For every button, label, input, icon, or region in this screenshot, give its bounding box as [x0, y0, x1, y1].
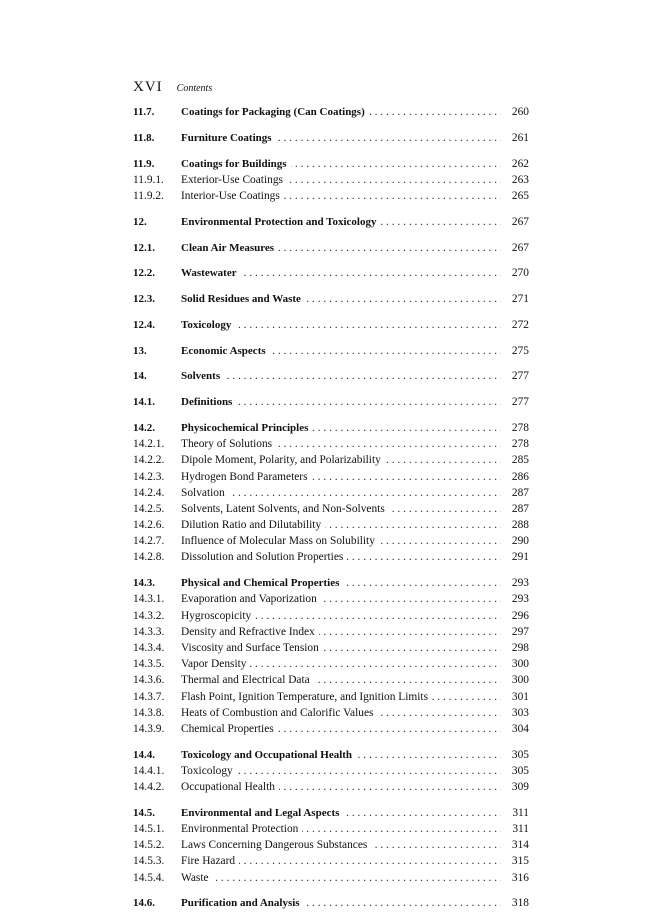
section-title — [181, 575, 501, 591]
section-title-text: Clean Air Measures — [181, 242, 278, 254]
page-reference: 304 — [511, 722, 529, 735]
page-reference: 260 — [511, 106, 529, 118]
section-number: 11.9. — [133, 157, 155, 170]
toc-entry — [133, 420, 529, 436]
section-title — [181, 485, 501, 501]
page-reference: 271 — [511, 293, 529, 306]
section-number: 14.5.3. — [133, 855, 165, 868]
section-title-text: Purification and Analysis — [181, 897, 304, 909]
toc-entry — [133, 853, 529, 869]
toc-entry — [133, 394, 529, 410]
page-reference: 277 — [511, 370, 529, 383]
section-title — [181, 240, 501, 256]
section-title — [181, 469, 501, 485]
section-number: 14.2.6. — [133, 519, 165, 532]
toc-entry — [133, 821, 529, 837]
page-reference: 263 — [511, 173, 529, 186]
section-title — [181, 291, 501, 307]
section-title — [181, 779, 501, 795]
toc-entry — [133, 188, 529, 204]
page-reference: 314 — [511, 839, 529, 852]
page-number: XVI — [133, 79, 163, 95]
section-title — [181, 689, 501, 705]
section-number: 14.5.4. — [133, 871, 165, 884]
section-title — [181, 672, 501, 688]
section-title-text: Toxicology and Occupational Health — [181, 749, 356, 761]
section-title-text: Density and Refractive Index — [181, 626, 319, 638]
section-title-text: Hygroscopicity — [181, 610, 255, 622]
section-title-text: Wastewater — [181, 267, 241, 279]
section-title-text: Dipole Moment, Polarity, and Polarizability — [181, 454, 385, 466]
table-of-contents — [133, 104, 529, 912]
section-number: 11.9.2. — [133, 189, 164, 202]
section-title-text: Occupational Health — [181, 781, 279, 793]
section-title — [181, 214, 501, 230]
page-reference: 305 — [511, 748, 529, 761]
section-title-text: Furniture Coatings — [181, 132, 276, 144]
section-title-text: Theory of Solutions — [181, 438, 276, 450]
page-reference: 298 — [511, 642, 529, 654]
section-title-text: Physicochemical Principles — [181, 422, 312, 434]
section-title — [181, 265, 501, 281]
section-title-text: Waste — [181, 872, 213, 884]
section-title — [181, 705, 501, 721]
toc-entry — [133, 747, 529, 763]
page-reference: 300 — [511, 674, 529, 687]
toc-entry — [133, 517, 529, 533]
page-reference: 288 — [511, 519, 529, 532]
page-reference: 265 — [511, 189, 529, 202]
section-title — [181, 501, 501, 517]
section-number: 14.4.2. — [133, 781, 165, 794]
page-reference: 315 — [511, 855, 529, 868]
toc-entry — [133, 656, 529, 672]
page-reference: 278 — [511, 438, 529, 451]
section-title — [181, 394, 501, 410]
section-title-text: Chemical Properties — [181, 723, 278, 735]
page-reference: 293 — [511, 593, 529, 606]
toc-entry — [133, 172, 529, 188]
toc-entry — [133, 240, 529, 256]
page-reference: 301 — [511, 690, 529, 703]
section-number: 14.3.6. — [133, 674, 165, 687]
section-number: 14.5.1. — [133, 823, 165, 836]
section-title — [181, 533, 501, 549]
section-title — [181, 104, 501, 120]
section-number: 12.3. — [133, 293, 155, 306]
section-number: 14.5.2. — [133, 839, 165, 852]
section-number: 14.2.3. — [133, 470, 165, 483]
toc-entry — [133, 763, 529, 779]
section-title — [181, 549, 501, 565]
section-title — [181, 805, 501, 821]
page-reference: 287 — [511, 502, 529, 515]
toc-entry — [133, 343, 529, 359]
toc-entry — [133, 870, 529, 886]
section-number: 14.2.1. — [133, 438, 165, 451]
toc-entry — [133, 805, 529, 821]
section-title-text: Physical and Chemical Properties — [181, 577, 343, 589]
page-reference: 267 — [511, 215, 529, 228]
page-reference: 267 — [511, 241, 529, 254]
page-reference: 296 — [511, 609, 529, 622]
section-title-text: Toxicology — [181, 765, 237, 777]
section-title-text: Definitions — [181, 396, 236, 408]
page-reference: 286 — [511, 470, 529, 483]
section-title — [181, 721, 501, 737]
toc-entry — [133, 533, 529, 549]
page-reference: 272 — [511, 318, 529, 331]
toc-entry — [133, 214, 529, 230]
section-number: 14.4.1. — [133, 764, 165, 777]
section-number: 11.9.1. — [133, 173, 164, 186]
section-number: 14.1. — [133, 396, 155, 409]
section-number: 14.3.1. — [133, 593, 165, 606]
section-number: 14.2.7. — [133, 535, 165, 548]
section-title-text: Solvents — [181, 370, 224, 382]
section-title-text: Solid Residues and Waste — [181, 293, 305, 305]
page-reference: 311 — [512, 823, 529, 836]
section-number: 14.3.3. — [133, 625, 165, 638]
section-title — [181, 763, 501, 779]
page-reference: 303 — [511, 706, 529, 719]
section-title-text: Economic Aspects — [181, 345, 270, 357]
page-reference: 285 — [511, 454, 529, 467]
section-title-text: Laws Concerning Dangerous Substances — [181, 839, 371, 851]
section-number: 12.4. — [133, 318, 155, 331]
section-number: 14.3.4. — [133, 642, 165, 654]
page-reference: 318 — [511, 897, 529, 910]
page-reference: 287 — [511, 486, 529, 499]
section-number: 14.2.2. — [133, 454, 165, 467]
toc-entry — [133, 549, 529, 565]
section-title-text: Hydrogen Bond Parameters — [181, 471, 312, 483]
toc-entry — [133, 501, 529, 517]
section-title-text: Solvation — [181, 487, 229, 499]
running-title: Contents — [176, 83, 213, 94]
section-number: 14.2. — [133, 421, 155, 434]
section-title-text: Dissolution and Solution Properties — [181, 551, 347, 563]
page-reference: 277 — [511, 396, 529, 409]
page-reference: 278 — [511, 421, 529, 434]
page-reference: 262 — [511, 157, 529, 170]
page-reference: 270 — [511, 267, 529, 280]
section-title — [181, 821, 501, 837]
section-title — [181, 452, 501, 468]
page-reference: 305 — [511, 764, 529, 777]
toc-entry — [133, 672, 529, 688]
section-title-text: Coatings for Buildings — [181, 158, 291, 170]
section-title — [181, 156, 501, 172]
toc-entry — [133, 689, 529, 705]
toc-entry — [133, 485, 529, 501]
section-title — [181, 640, 501, 656]
toc-entry — [133, 469, 529, 485]
section-number: 14.3.5. — [133, 658, 165, 671]
toc-entry — [133, 130, 529, 146]
section-title-text: Influence of Molecular Mass on Solubility — [181, 535, 379, 547]
section-title — [181, 853, 501, 869]
toc-entry — [133, 779, 529, 795]
section-title — [181, 343, 501, 359]
page-reference: 316 — [511, 871, 529, 884]
section-number: 14.5. — [133, 806, 155, 819]
toc-entry — [133, 452, 529, 468]
section-title — [181, 870, 501, 886]
toc-entry — [133, 368, 529, 384]
page-reference: 297 — [511, 625, 529, 638]
section-number: 12.1. — [133, 241, 155, 254]
toc-entry — [133, 291, 529, 307]
section-title-text: Fire Hazard — [181, 855, 239, 867]
section-number: 14.2.4. — [133, 486, 165, 499]
section-title-text: Evaporation and Vaporization — [181, 593, 321, 605]
section-number: 14.3.7. — [133, 690, 165, 703]
toc-entry — [133, 575, 529, 591]
section-title — [181, 895, 501, 911]
toc-entry — [133, 591, 529, 607]
section-number: 14. — [133, 370, 147, 383]
toc-entry — [133, 104, 529, 120]
section-title — [181, 517, 501, 533]
section-title-text: Coatings for Packaging (Can Coatings) — [181, 106, 369, 118]
toc-entry — [133, 265, 529, 281]
section-number: 14.3.2. — [133, 609, 165, 622]
section-number: 14.2.5. — [133, 502, 165, 515]
section-title — [181, 130, 501, 146]
toc-entry — [133, 721, 529, 737]
toc-entry — [133, 317, 529, 333]
section-title-text: Dilution Ratio and Dilutability — [181, 519, 325, 531]
section-number: 14.2.8. — [133, 551, 165, 564]
section-title-text: Thermal and Electrical Data — [181, 674, 314, 686]
page-reference: 300 — [511, 658, 529, 671]
section-title-text: Environmental Protection — [181, 823, 302, 835]
toc-entry — [133, 624, 529, 640]
page-reference: 311 — [512, 806, 529, 819]
section-title — [181, 436, 501, 452]
toc-entry — [133, 895, 529, 911]
section-number: 14.6. — [133, 897, 155, 910]
page-reference: 309 — [511, 781, 529, 794]
toc-entry — [133, 436, 529, 452]
section-title — [181, 624, 501, 640]
section-title — [181, 656, 501, 672]
section-number: 11.8. — [133, 131, 155, 144]
toc-entry — [133, 156, 529, 172]
section-title-text: Exterior-Use Coatings — [181, 174, 287, 186]
section-title-text: Viscosity and Surface Tension — [181, 642, 323, 654]
toc-entry — [133, 705, 529, 721]
section-title-text: Vapor Density — [181, 658, 250, 670]
page-reference: 275 — [511, 344, 529, 357]
section-number: 12.2. — [133, 267, 155, 280]
toc-entry — [133, 640, 529, 656]
section-title — [181, 747, 501, 763]
section-title-text: Toxicology — [181, 319, 235, 331]
section-title — [181, 368, 501, 384]
page-header — [133, 78, 212, 98]
section-title-text: Heats of Combustion and Calorific Values — [181, 707, 377, 719]
section-number: 14.4. — [133, 748, 155, 761]
section-title-text: Solvents, Latent Solvents, and Non-Solvents — [181, 503, 389, 515]
toc-entry — [133, 608, 529, 624]
section-number: 14.3.9. — [133, 722, 165, 735]
section-title — [181, 172, 501, 188]
section-title-text: Flash Point, Ignition Temperature, and Ignition Limits — [181, 691, 432, 703]
page-reference: 290 — [511, 535, 529, 548]
section-title-text: Environmental Protection and Toxicology — [181, 216, 380, 228]
section-title — [181, 188, 501, 204]
section-number: 13. — [133, 344, 147, 357]
section-title-text: Environmental and Legal Aspects — [181, 807, 343, 819]
section-title — [181, 420, 501, 436]
section-number: 14.3.8. — [133, 706, 165, 719]
page-reference: 261 — [511, 131, 529, 144]
section-number: 14.3. — [133, 577, 155, 590]
page-reference: 293 — [511, 577, 529, 590]
section-number: 12. — [133, 215, 147, 228]
section-title-text: Interior-Use Coatings — [181, 190, 284, 202]
section-title — [181, 608, 501, 624]
section-title — [181, 317, 501, 333]
page-reference: 291 — [511, 551, 529, 564]
section-title — [181, 591, 501, 607]
section-number: 11.7. — [133, 106, 155, 118]
